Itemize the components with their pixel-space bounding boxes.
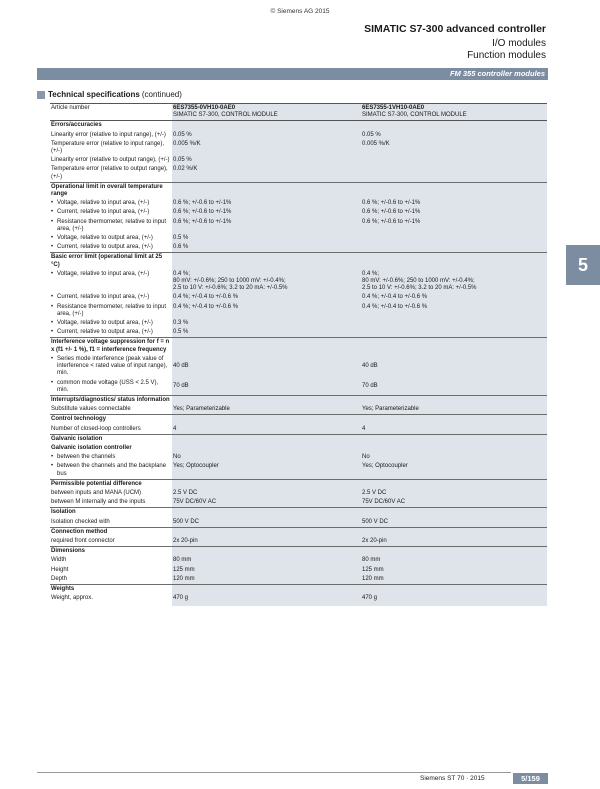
group-row: Isolation xyxy=(50,508,547,518)
subgroup-row: Galvanic isolation controller xyxy=(50,444,547,453)
section-title-bold: Technical specifications xyxy=(48,90,140,99)
table-row: required front connector 2x 20-pin 2x 20-pin xyxy=(50,537,547,547)
table-row: • Series mode interference (peak value of interference < rated value of input range), min. 40 dB 40 dB xyxy=(50,355,547,379)
footer-divider xyxy=(37,772,511,773)
table-row: • Current, relative to input area, (+/-) 0.6 %; +/-0.6 to +/-1% 0.6 %; +/-0.6 to +/-1% xyxy=(50,208,547,217)
section-title-rest: (continued) xyxy=(141,90,182,99)
group-row: Control technology xyxy=(50,415,547,425)
group-row: Operational limit in overall temperature range xyxy=(50,182,547,199)
footer-catalog: Siemens ST 70 · 2015 xyxy=(420,775,485,782)
table-row: Isolation checked with 500 V DC 500 V DC xyxy=(50,518,547,528)
group-row: Interference voltage suppression for f = n x (f1 +/- 1 %), f1 = interference frequency xyxy=(50,338,547,355)
table-row: • between the channels and the backplane bus Yes; Optocoupler Yes; Optocoupler xyxy=(50,462,547,479)
page-number: 5/159 xyxy=(513,773,548,784)
page-subtitle-io-modules: I/O modules xyxy=(492,38,546,49)
copyright: © Siemens AG 2015 xyxy=(270,8,330,15)
page-subtitle-function-modules: Function modules xyxy=(467,50,546,61)
table-row: Temperature error (relative to input range), (+/-) 0.005 %/K 0.005 %/K xyxy=(50,140,547,156)
group-row: Errors/accuracies xyxy=(50,121,547,131)
group-row: Basic error limit (operational limit at 25 °C) xyxy=(50,253,547,270)
chapter-tab: 5 xyxy=(566,245,600,285)
table-row: Height 125 mm 125 mm xyxy=(50,566,547,575)
header-col2: 6ES7355-1VH10-0AE0 SIMATIC S7-300, CONTROL MODULE xyxy=(361,104,547,121)
table-row: between inputs and MANA (UCM) 2.5 V DC 2.5 V DC xyxy=(50,489,547,498)
header-col1: 6ES7355-0VH10-0AE0 SIMATIC S7-300, CONTROL MODULE xyxy=(172,104,361,121)
section-square-icon xyxy=(37,91,45,99)
table-row: • Voltage, relative to input area, (+/-) 0.4 %; 80 mV: +/-0.6%; 250 to 1000 mV: +/-0.4%; 2.5 to 10 V: +/-0.6%; 3.2 to 20 mA: +/-0.5% 0.4 %; 80 mV: +/-0.6%; 250 to 1000 mV: +/-0.4%; 2.5 to 10 V: +/-0.6%; 3.2 to 20 mA: +/-0.5% xyxy=(50,270,547,294)
table-row: • Resistance thermometer, relative to input area, (+/-) 0.6 %; +/-0.6 to +/-1% 0.6 %; +/-0.6 to +/-1% xyxy=(50,218,547,234)
page-title: SIMATIC S7-300 advanced controller xyxy=(364,23,546,35)
table-row: • Current, relative to output area, (+/-) 0.6 % xyxy=(50,243,547,253)
category-bar: FM 355 controller modules xyxy=(37,68,548,80)
table-row: Weight, approx. 470 g 470 g xyxy=(50,594,547,606)
table-row: Linearity error (relative to output range), (+/-) 0.05 % xyxy=(50,156,547,165)
table-row: between M internally and the inputs 75V DC/60V AC 75V DC/60V AC xyxy=(50,498,547,508)
table-row: • Current, relative to input area, (+/-) 0.4 %; +/-0.4 to +/-0.6 % 0.4 %; +/-0.4 to +/-0.6 % xyxy=(50,293,547,302)
table-row: Substitute values connectable Yes; Parameterizable Yes; Parameterizable xyxy=(50,405,547,415)
table-row: • Voltage, relative to output area, (+/-) 0.3 % xyxy=(50,319,547,328)
table-row: • Resistance thermometer, relative to input area, (+/-) 0.4 %; +/-0.4 to +/-0.6 % 0.4 %; +/-0.4 to +/-0.6 % xyxy=(50,303,547,319)
table-row: Number of closed-loop controllers 4 4 xyxy=(50,425,547,435)
table-row: • Voltage, relative to output area, (+/-) 0.5 % xyxy=(50,234,547,243)
table-row: Temperature error (relative to output range), (+/-) 0.02 %/K xyxy=(50,165,547,182)
group-row: Galvanic isolation xyxy=(50,434,547,444)
group-row: Interrupts/diagnostics/ status information xyxy=(50,395,547,405)
group-row: Permissible potential difference xyxy=(50,479,547,489)
table-row: • between the channels No No xyxy=(50,453,547,462)
table-row: Depth 120 mm 120 mm xyxy=(50,575,547,585)
table-row: • Voltage, relative to input area, (+/-) 0.6 %; +/-0.6 to +/-1% 0.6 %; +/-0.6 to +/-1% xyxy=(50,199,547,208)
group-row: Dimensions xyxy=(50,547,547,557)
header-label: Article number xyxy=(50,104,172,121)
table-row: Width 80 mm 80 mm xyxy=(50,556,547,565)
spec-table xyxy=(50,103,547,606)
table-row: • Current, relative to output area, (+/-) 0.5 % xyxy=(50,328,547,338)
table-header-row xyxy=(50,104,547,121)
section-title xyxy=(37,90,182,99)
group-row: Connection method xyxy=(50,527,547,537)
table-row: • common mode voltage (USS < 2.5 V), min. 70 dB 70 dB xyxy=(50,379,547,396)
table-row: Linearity error (relative to input range), (+/-) 0.05 % 0.05 % xyxy=(50,131,547,140)
group-row: Weights xyxy=(50,584,547,594)
